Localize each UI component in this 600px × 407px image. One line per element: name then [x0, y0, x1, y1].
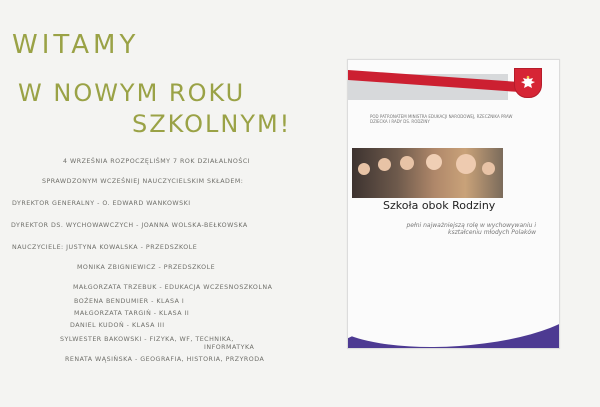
note-line: SYLWESTER BAKOWSKI - FIZYKA, WF, TECHNIKA,	[60, 336, 234, 343]
brochure-subtitle: pełni najważniejszą rolę w wychowywaniu i kształceniu młodych Polaków	[406, 222, 536, 236]
note-line: 4 WRZEŚNIA ROZPOCZĘLIŚMY 7 ROK DZIAŁALNOŚCI	[63, 158, 251, 165]
note-line: BOŻENA BENDUMIER - KLASA I	[74, 298, 185, 305]
ministry-text: POD PATRONATEM MINISTRA EDUKACJI NARODOWEJ, RZECZNIKA PRAW DZIECKA I RADY DS. RODZINY	[370, 114, 513, 124]
note-line: NAUCZYCIELE: JUSTYNA KOWALSKA - PRZEDSZKOLE	[12, 244, 198, 251]
note-line: DYREKTOR DS. WYCHOWAWCZYCH - JOANNA WOLSKA-BEŁKOWSKA	[11, 222, 248, 229]
note-line: RENATA WĄSIŃSKA - GEOGRAFIA, HISTORIA, PRZYRODA	[65, 356, 265, 363]
note-line: MAŁGORZATA TRZEBUK - EDUKACJA WCZESNOSZKOLNA	[73, 284, 273, 291]
brochure-title: Szkoła obok Rodziny	[383, 199, 496, 212]
greeting-line-3: SZKOLNYM!	[132, 110, 292, 138]
children-photo	[352, 148, 503, 198]
note-line: DANIEL KUDOŃ - KLASA III	[70, 322, 165, 329]
note-line: INFORMATYKA	[204, 344, 255, 351]
greeting-line-2: W NOWYM ROKU	[18, 79, 246, 107]
school-brochure	[347, 59, 560, 349]
polish-eagle-icon	[514, 68, 542, 98]
note-line: SPRAWDZONYM WCZEŚNIEJ NAUCZYCIELSKIM SKŁADEM:	[42, 178, 244, 185]
note-line: DYREKTOR GENERALNY - O. EDWARD WANKOWSKI	[12, 200, 191, 207]
note-line: MONIKA ZBIGNIEWICZ - PRZEDSZKOLE	[77, 264, 216, 271]
greeting-line-1: WITAMY	[12, 30, 140, 60]
note-line: MAŁGORZATA TARGIŃ - KLASA II	[74, 310, 190, 317]
